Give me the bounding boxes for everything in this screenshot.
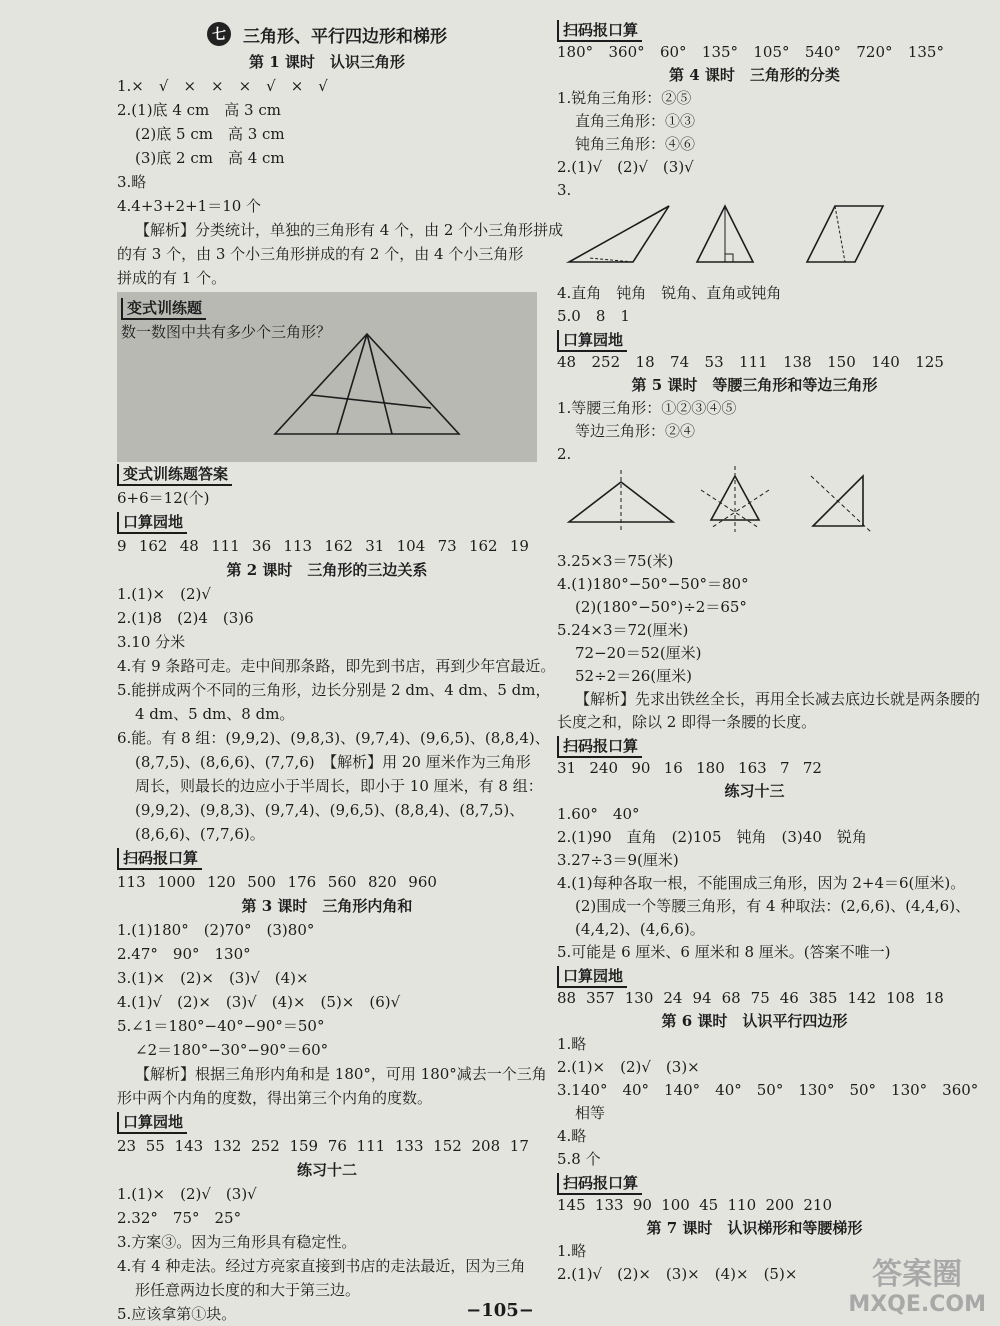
lesson-6-title: 第 6 课时 认识平行四边形	[661, 1012, 848, 1030]
scan-3-value: 133	[594, 1196, 624, 1214]
scan-0-row	[557, 41, 952, 64]
l1-q2-b: (2)底 5 cm 高 3 cm	[135, 125, 285, 143]
oral-1-value: 48	[179, 537, 199, 555]
oral-1-value: 104	[396, 537, 426, 555]
oral-3-value: 252	[591, 353, 621, 371]
l5-line: 52÷2＝26(厘米)	[575, 667, 692, 685]
oral-2-value: 208	[471, 1137, 501, 1155]
oral-4-value: 46	[779, 989, 799, 1007]
oral-3-value: 74	[670, 353, 690, 371]
scan-2-tag: 扫码报口算	[557, 736, 642, 758]
l1-analysis-2: 的有 3 个，由 3 个小三角形拼成的有 2 个，由 4 个小三角形	[117, 245, 524, 263]
oral-3-value: 140	[871, 353, 900, 371]
oral-3-value: 53	[704, 353, 724, 371]
oral-2-value: 143	[174, 1137, 204, 1155]
ex13-line: 1.60° 40°	[557, 805, 640, 823]
l1-analysis-3: 拼成的有 1 个。	[117, 269, 227, 287]
oral-1-value: 31	[365, 537, 385, 555]
scan-3-value: 210	[803, 1196, 832, 1214]
watermark-domain: MXQE.COM	[848, 1292, 986, 1317]
scan-2-value: 180	[696, 759, 725, 777]
l6-line: 2.(1)× (2)√ (3)×	[557, 1058, 700, 1076]
oral-1-value: 162	[324, 537, 353, 555]
scan-3-value: 45	[699, 1196, 719, 1214]
l1-q2-a: 2.(1)底 4 cm 高 3 cm	[117, 101, 281, 119]
ex13-line: (4,4,2)、(4,6,6)。	[575, 920, 705, 938]
variant-answer-tag: 变式训练题答案	[117, 464, 232, 486]
l5-line: 3.25×3＝75(米)	[557, 552, 674, 570]
oral-4-value: 94	[692, 989, 712, 1007]
ex12-line: 4.有 4 种走法。经过方亮家直接到书店的走法最近，因为三角	[117, 1257, 526, 1275]
symmetry-axis-figures	[557, 466, 952, 550]
oral-1-value: 9	[117, 537, 127, 555]
oral-2-value: 17	[509, 1137, 529, 1155]
chapter-badge: 七	[207, 22, 231, 46]
scan-1-value: 120	[207, 873, 236, 891]
oral-3-row	[557, 351, 952, 374]
l6-line: 4.略	[557, 1127, 587, 1145]
scan-0-value: 540°	[804, 43, 842, 61]
l4-line: 3.	[557, 181, 572, 199]
page-number: −105−	[466, 1300, 534, 1321]
ex13-line: 3.27÷3＝9(厘米)	[557, 851, 679, 869]
ex13-line: 2.(1)90 直角 (2)105 钝角 (3)40 锐角	[557, 828, 867, 846]
oral-2-value: 152	[433, 1137, 462, 1155]
triangle-count-figure	[267, 330, 467, 440]
l6-line: 相等	[575, 1104, 606, 1122]
oral-4-value: 75	[750, 989, 770, 1007]
l3-line: 4.(1)√ (2)× (3)√ (4)× (5)× (6)√	[117, 993, 401, 1011]
scan-3-value: 145	[557, 1196, 586, 1214]
oral-4-value: 357	[586, 989, 615, 1007]
scan-2-value: 31	[557, 759, 577, 777]
l3-line: 1.(1)180° (2)70° (3)80°	[117, 921, 315, 939]
scan-1-value: 820	[368, 873, 397, 891]
l4-line: 1.锐角三角形：②⑤	[557, 89, 692, 107]
oral-3-value: 111	[739, 353, 768, 371]
l3-analysis-1: 【解析】根据三角形内角和是 180°，可用 180°减去一个三角	[135, 1065, 547, 1083]
oral-3-value: 125	[915, 353, 944, 371]
l2-line: 3.10 分米	[117, 633, 186, 651]
scan-1-value: 560	[327, 873, 357, 891]
chapter-heading	[117, 18, 537, 50]
oral-2-value: 132	[212, 1137, 242, 1155]
scan-1-tag: 扫码报口算	[117, 848, 202, 870]
scan-0-tag: 扫码报口算	[557, 20, 642, 42]
variant-tag: 变式训练题	[121, 298, 206, 320]
scan-1-value: 500	[247, 873, 276, 891]
oral-1-value: 113	[283, 537, 313, 555]
ex13-line: 4.(1)每种各取一根，不能围成三角形，因为 2+4＝6(厘米)。	[557, 874, 966, 892]
scan-1-value: 1000	[157, 873, 196, 891]
scan-3-value: 100	[661, 1196, 690, 1214]
l2-line: 2.(1)8 (2)4 (3)6	[117, 609, 254, 627]
scan-1-value: 960	[408, 873, 437, 891]
oral-2-value: 159	[289, 1137, 319, 1155]
ex13-line: 5.可能是 6 厘米、6 厘米和 8 厘米。(答案不唯一)	[557, 943, 891, 961]
scan-3-value: 200	[765, 1196, 795, 1214]
l2-line: (8,6,6)、(7,7,6)。	[135, 825, 265, 843]
scan-0-value: 60°	[659, 43, 687, 61]
scan-2-value: 72	[802, 759, 822, 777]
oral-1-value: 162	[468, 537, 498, 555]
l2-line: 4 dm、5 dm、8 dm。	[135, 705, 295, 723]
scan-3-row	[557, 1194, 952, 1217]
l4-line: 钝角三角形：④⑥	[575, 135, 696, 153]
scan-3-value: 90	[632, 1196, 652, 1214]
oral-3-value: 18	[635, 353, 655, 371]
l4-line: 4.直角 钝角 锐角、直角或钝角	[557, 284, 782, 302]
lesson-5-title: 第 5 课时 等腰三角形和等边三角形	[631, 376, 878, 394]
l5-line: 4.(1)180°−50°−50°＝80°	[557, 575, 749, 593]
scan-3-tag: 扫码报口算	[557, 1173, 642, 1195]
l4-line: 直角三角形：①③	[575, 112, 696, 130]
l3-line: 2.47° 90° 130°	[117, 945, 251, 963]
oral-4-value: 385	[808, 989, 838, 1007]
scan-0-value: 135°	[907, 43, 944, 61]
oral-1-value: 36	[252, 537, 272, 555]
l5-line: 1.等腰三角形：①②③④⑤	[557, 399, 737, 417]
l6-line: 1.略	[557, 1035, 587, 1053]
scan-0-value: 180°	[557, 43, 594, 61]
oral-4-value: 142	[847, 989, 877, 1007]
watermark-logo-text: 答案圈	[872, 1257, 963, 1292]
variant-question: 数一数图中共有多少个三角形？	[121, 323, 332, 341]
oral-1-value: 162	[138, 537, 168, 555]
site-watermark	[848, 1257, 986, 1320]
oral-3-value: 48	[557, 353, 577, 371]
l1-q2-c: (3)底 2 cm 高 4 cm	[135, 149, 285, 167]
oral-2-value: 23	[117, 1137, 137, 1155]
l3-line: 5.∠1＝180°−40°−90°＝50°	[117, 1017, 325, 1035]
oral-3-value: 138	[783, 353, 812, 371]
right-column	[557, 18, 981, 1286]
l5-line: 2.	[557, 445, 572, 463]
scan-1-value: 113	[117, 873, 146, 891]
l2-line: 周长，则最长的边应小于半周长，即小于 10 厘米，有 8 组：	[135, 777, 543, 795]
oral-1-row	[117, 534, 537, 558]
scan-1-row	[117, 870, 537, 894]
ex12-line: 形任意两边长度的和大于第三边。	[135, 1281, 361, 1299]
oral-2-value: 133	[394, 1137, 424, 1155]
oral-1-value: 19	[509, 537, 529, 555]
ex12-line: 3.方案③。因为三角形具有稳定性。	[117, 1233, 357, 1251]
oral-2-value: 76	[327, 1137, 347, 1155]
lesson-7-title: 第 7 课时 认识梯形和等腰梯形	[646, 1219, 863, 1237]
scan-0-value: 720°	[856, 43, 893, 61]
l4-line: 2.(1)√ (2)√ (3)√	[557, 158, 694, 176]
scan-2-row	[557, 757, 952, 780]
scan-2-value: 7	[779, 759, 790, 777]
l3-line: 3.(1)× (2)× (3)√ (4)×	[117, 969, 309, 987]
scan-0-value: 135°	[701, 43, 739, 61]
l2-line: (8,7,5)、(8,6,6)、(7,7,6) 【解析】用 20 厘米作为三角形	[135, 753, 531, 771]
oral-3-tag: 口算园地	[557, 330, 627, 352]
ex13-line: (2)围成一个等腰三角形，有 4 种取法：(2,6,6)、(4,4,6)、	[575, 897, 971, 915]
scan-0-value: 360°	[608, 43, 645, 61]
lesson-2-title: 第 2 课时 三角形的三边关系	[226, 561, 428, 579]
lesson-1-title: 第 1 课时 认识三角形	[249, 53, 405, 71]
l1-q4: 4.4+3+2+1＝10 个	[117, 197, 262, 215]
oral-2-tag: 口算园地	[117, 1112, 187, 1134]
l5-line: 等边三角形：②④	[575, 422, 696, 440]
oral-4-value: 24	[663, 989, 683, 1007]
l1-q3: 3.略	[117, 173, 147, 191]
oral-4-value: 88	[557, 989, 577, 1007]
scan-2-value: 90	[631, 759, 651, 777]
l5-line: 72−20＝52(厘米)	[575, 644, 702, 662]
l7-line: 2.(1)√ (2)× (3)× (4)× (5)×	[557, 1265, 798, 1283]
oral-4-row	[557, 987, 952, 1010]
l1-q1: 1.× √ × × × √ × √	[117, 77, 328, 95]
l3-line: ∠2＝180°−30°−90°＝60°	[135, 1041, 329, 1059]
oral-4-value: 130	[624, 989, 654, 1007]
l7-line: 1.略	[557, 1242, 587, 1260]
scan-1-value: 176	[287, 873, 317, 891]
l6-line: 5.8 个	[557, 1150, 601, 1168]
oral-2-value: 252	[251, 1137, 280, 1155]
l4-line: 5.0 8 1	[557, 307, 630, 325]
lesson-3-title: 第 3 课时 三角形内角和	[241, 897, 413, 915]
scan-2-value: 16	[663, 759, 683, 777]
oral-1-value: 111	[211, 537, 240, 555]
l2-line: 1.(1)× (2)√	[117, 585, 211, 603]
l2-line: 6.能。有 8 组：(9,9,2)、(9,8,3)、(9,7,4)、(9,6,5)、(8,8,4)、	[117, 729, 550, 747]
exercise-12-title: 练习十二	[296, 1161, 357, 1179]
oral-2-row	[117, 1134, 537, 1158]
ex12-line: 2.32° 75° 25°	[117, 1209, 242, 1227]
oral-1-value: 73	[437, 537, 457, 555]
l2-line: 5.能拼成两个不同的三角形，边长分别是 2 dm、4 dm、5 dm，	[117, 681, 551, 699]
scan-0-value: 105°	[753, 43, 790, 61]
l3-analysis-2: 形中两个内角的度数，得出第三个内角的度数。	[117, 1089, 433, 1107]
ex12-line: 1.(1)× (2)√ (3)√	[117, 1185, 257, 1203]
oral-4-value: 68	[721, 989, 741, 1007]
scan-3-value: 110	[727, 1196, 757, 1214]
oral-4-value: 18	[924, 989, 944, 1007]
oral-3-value: 150	[827, 353, 856, 371]
oral-2-value: 55	[145, 1137, 165, 1155]
variant-answer: 6+6＝12(个)	[117, 489, 210, 507]
oral-1-tag: 口算园地	[117, 512, 187, 534]
l2-line: (9,9,2)、(9,8,3)、(9,7,4)、(9,6,5)、(8,8,4)、(8,7,5)、	[135, 801, 525, 819]
lesson-4-title: 第 4 课时 三角形的分类	[669, 66, 840, 84]
l2-line: 4.有 9 条路可走。走中间那条路，即先到书店，再到少年宫最近。	[117, 657, 556, 675]
chapter-title: 三角形、平行四边形和梯形	[243, 26, 447, 47]
oral-4-tag: 口算园地	[557, 966, 627, 988]
left-column	[117, 18, 564, 1326]
exercise-13-title: 练习十三	[724, 782, 785, 800]
l5-line: (2)(180°−50°)÷2＝65°	[575, 598, 747, 616]
scan-2-value: 240	[589, 759, 619, 777]
oral-4-value: 108	[886, 989, 915, 1007]
variant-exercise-box	[117, 292, 537, 462]
triangle-height-figures	[557, 202, 952, 282]
l5-analysis-2: 长度之和，除以 2 即得一条腰的长度。	[557, 713, 817, 731]
l6-line: 3.140° 40° 140° 40° 50° 130° 50° 130° 360°	[557, 1081, 979, 1099]
l5-line: 5.24×3＝72(厘米)	[557, 621, 689, 639]
l1-analysis-1: 【解析】分类统计，单独的三角形有 4 个，由 2 个小三角形拼成	[135, 221, 564, 239]
scan-2-value: 163	[738, 759, 767, 777]
oral-2-value: 111	[356, 1137, 386, 1155]
l5-analysis-1: 【解析】先求出铁丝全长，再用全长减去底边长就是两条腰的	[575, 690, 981, 708]
ex12-line: 5.应该拿第①块。	[117, 1305, 237, 1323]
